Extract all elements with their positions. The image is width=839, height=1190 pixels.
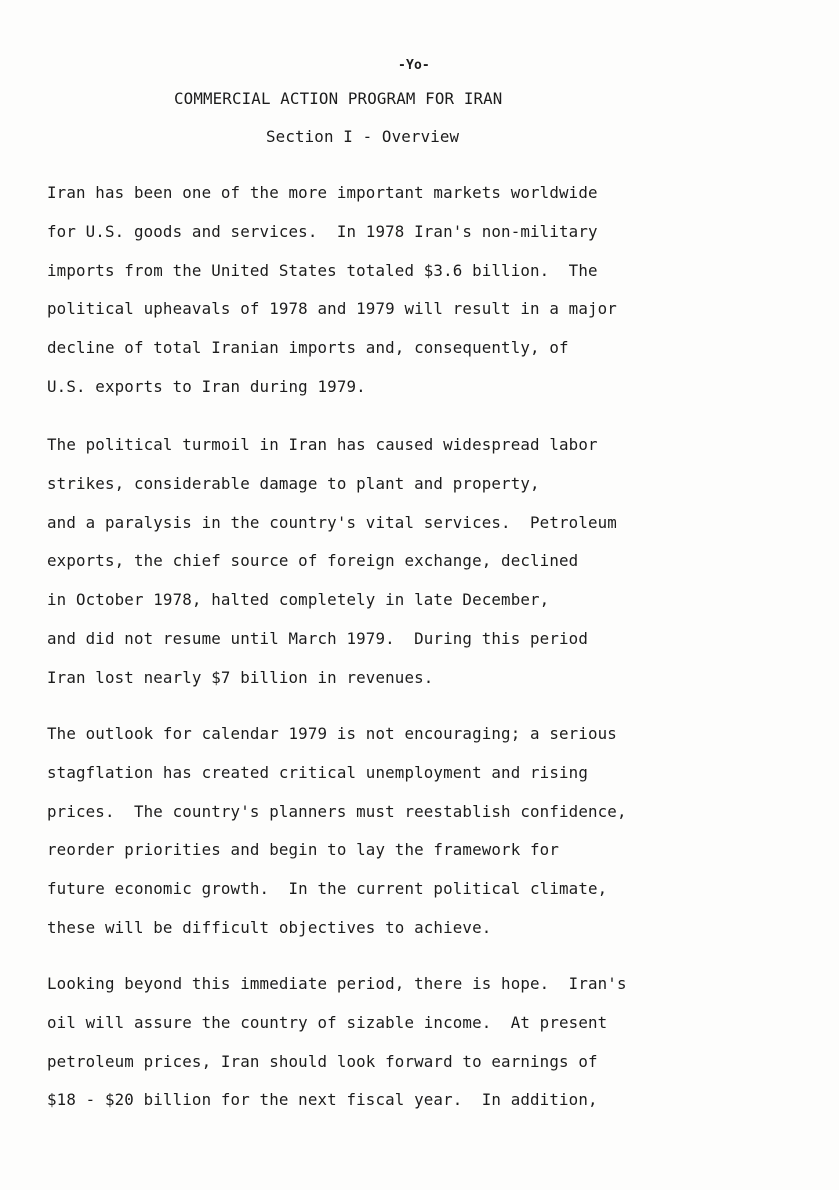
paragraph-2 — [47, 435, 617, 707]
text-line: stagflation has created critical unemployment and rising — [47, 762, 588, 782]
paragraph-4 — [47, 974, 627, 1129]
page-number: -Yo- — [398, 58, 430, 73]
text-line: Iran lost nearly $7 billion in revenues. — [47, 667, 434, 687]
text-line: U.S. exports to Iran during 1979. — [47, 376, 366, 396]
text-line: prices. The country's planners must reestablish confidence, — [47, 801, 627, 821]
paragraph-1 — [47, 183, 617, 416]
text-line: decline of total Iranian imports and, consequently, of — [47, 338, 569, 358]
text-line: exports, the chief source of foreign exchange, declined — [47, 551, 579, 571]
text-line: reorder priorities and begin to lay the framework for — [47, 840, 560, 860]
text-line: imports from the United States totaled $3.6 billion. The — [47, 260, 598, 280]
document-title: COMMERCIAL ACTION PROGRAM FOR IRAN — [174, 89, 503, 108]
text-line: future economic growth. In the current political climate, — [47, 879, 608, 899]
text-line: and a paralysis in the country's vital services. Petroleum — [47, 512, 617, 532]
text-line: oil will assure the country of sizable income. At present — [47, 1012, 608, 1032]
text-line: The political turmoil in Iran has caused widespread labor — [47, 435, 598, 454]
text-line: and did not resume until March 1979. During this period — [47, 628, 588, 648]
text-line: strikes, considerable damage to plant and property, — [47, 473, 540, 493]
section-heading: Section I - Overview — [266, 127, 460, 146]
text-line: for U.S. goods and services. In 1978 Iran's non-military — [47, 221, 598, 241]
paragraph-3 — [47, 724, 627, 957]
text-line: in October 1978, halted completely in late December, — [47, 590, 550, 610]
text-line: $18 - $20 billion for the next fiscal year. In addition, — [47, 1090, 598, 1110]
text-line: political upheavals of 1978 and 1979 will result in a major — [47, 299, 617, 319]
text-line: these will be difficult objectives to achieve. — [47, 917, 492, 937]
text-line: Iran has been one of the more important markets worldwide — [47, 183, 598, 202]
text-line: The outlook for calendar 1979 is not encouraging; a serious — [47, 724, 617, 743]
text-line: Looking beyond this immediate period, there is hope. Iran's — [47, 974, 627, 993]
text-line: petroleum prices, Iran should look forward to earnings of — [47, 1051, 598, 1071]
